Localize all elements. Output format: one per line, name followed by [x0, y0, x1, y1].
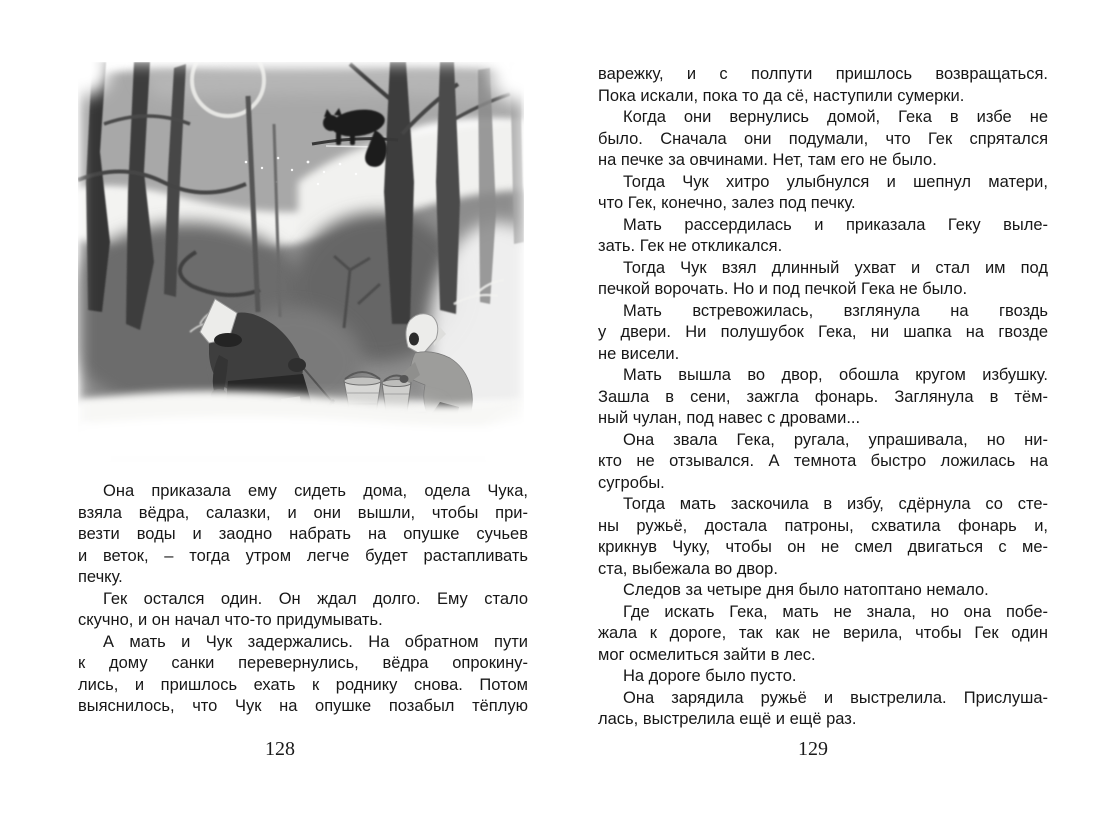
book-illustration: [78, 62, 524, 462]
text-line: на печке за овчинами. Нет, там его не было.: [598, 151, 937, 169]
text-line: На дороге было пусто.: [623, 667, 797, 685]
text-line: ны ружьё, достала патроны, схватила фонарь и,: [598, 516, 1048, 535]
text-line: зать. Гек не откликался.: [598, 237, 783, 255]
text-line: лась, выстрелила ещё и ещё раз.: [598, 710, 857, 728]
text-line: печку.: [78, 568, 123, 586]
text-line: Зашла в сени, зажгла фонарь. Заглянула в тём-: [598, 387, 1048, 406]
text-line: крикнув Чуку, чтобы он не смел двигаться с ме-: [598, 538, 1048, 556]
right-page-text: [598, 64, 1048, 731]
text-line: не висели.: [598, 344, 680, 363]
text-line: сугробы.: [598, 473, 665, 492]
text-line: варежку, и с полпути пришлось возвращаться.: [598, 65, 1048, 83]
text-line: А мать и Чук задержались. На обратном пути: [103, 632, 528, 651]
text-line: и веток, – тогда утром легче будет растапливать: [78, 546, 528, 565]
text-line: Мать рассердилась и приказала Геку выле-: [623, 215, 1048, 234]
text-line: Когда они вернулись домой, Гека в избе не: [623, 108, 1048, 126]
text-line: Она звала Гека, ругала, упрашивала, но ни-: [623, 430, 1048, 449]
text-line: Мать вышла во двор, обошла кругом избушку.: [623, 366, 1048, 384]
text-line: кто не отзывался. А темнота быстро ложилась на: [598, 452, 1048, 470]
text-line: ный чулан, под навес с дровами...: [598, 409, 861, 427]
text-line: к дому санки перевернулись, вёдра опрокину-: [78, 654, 528, 672]
text-line: Тогда Чук взял длинный ухват и стал им под: [623, 258, 1048, 277]
text-line: ста, выбежала во двор.: [598, 559, 778, 578]
text-line: лись, и пришлось ехать к роднику снова. Потом: [78, 675, 528, 694]
text-line: было. Сначала они подумали, что Гек спрятался: [598, 129, 1048, 148]
page-number-left: 128: [265, 738, 295, 760]
text-line: Тогда Чук хитро улыбнулся и шепнул матери,: [623, 172, 1048, 191]
text-line: взяла вёдра, салазки, и они вышли, чтобы при-: [78, 503, 528, 522]
text-line: жала к дороге, так как не верила, чтобы Гек один: [598, 624, 1048, 642]
text-line: везти воды и заодно набрать на опушке сучьев: [78, 525, 528, 543]
text-line: Следов за четыре дня было натоптано немало.: [623, 581, 989, 599]
text-line: Пока искали, пока то да сё, наступили сумерки.: [598, 86, 965, 105]
text-line: Она приказала ему сидеть дома, одела Чука,: [103, 482, 528, 500]
text-line: выяснилось, что Чук на опушке позабыл тёплую: [78, 697, 528, 715]
text-line: Где искать Гека, мать не знала, но она побе-: [623, 602, 1048, 621]
text-line: Тогда мать заскочила в избу, сдёрнула со сте-: [623, 495, 1048, 513]
text-line: скучно, и он начал что-то придумывать.: [78, 611, 383, 629]
text-line: Гек остался один. Он ждал долго. Ему стало: [103, 589, 528, 608]
text-line: Мать встревожилась, взглянула на гвоздь: [623, 301, 1048, 320]
text-line: что Гек, конечно, залез под печку.: [598, 194, 856, 212]
text-line: у двери. Ни полушубок Гека, ни шапка на гвозде: [598, 323, 1048, 341]
text-line: печкой ворочать. Но и под печкой Гека не было.: [598, 280, 968, 298]
text-line: Она зарядила ружьё и выстрелила. Прислуша-: [623, 688, 1048, 707]
left-page-text: [78, 481, 528, 718]
text-line: мог осмелиться зайти в лес.: [598, 645, 816, 664]
page-number-right: 129: [798, 738, 828, 760]
